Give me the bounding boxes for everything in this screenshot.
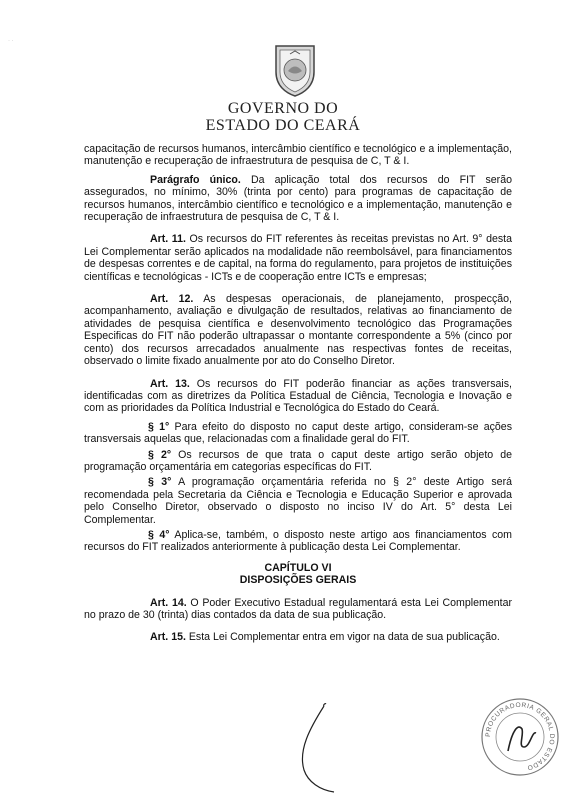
handwritten-signature [290, 700, 410, 796]
section-text: Para efeito do disposto no caput deste artigo, consideram-se ações transversais aquelas que, relacionadas com a finalidade geral do FIT. [84, 420, 512, 446]
header-line-1: GOVERNO DO [227, 100, 339, 117]
article [84, 293, 512, 367]
paragraph-text: capacitação de recursos humanos, intercâmbio científico e tecnológico e a implementação, manutenção e recuperação de infraestrutura de pesquisa de C, T & I. [84, 143, 512, 168]
section [84, 529, 512, 554]
article-label: Art. 11. [150, 233, 186, 246]
paragraph-label: Parágrafo único. [150, 173, 241, 186]
article-text: As despesas operacionais, de planejamento, prospecção, acompanhamento, avaliação e divulgação de resultados, relativas ao financiamento de atividades de pesquisa científica e desenvolvimento tecnológico das Programações Especificas do FIT não poderão ultrapassar o montante correspondente a 5% (cinco por cento) dos recursos arrecadados anualmente nas respectivas fontes de receitas, observado o limite fixado anualmente por ato do Conselho Diretor. [84, 293, 512, 368]
section-label: § 1° [148, 420, 170, 433]
state-coat-of-arms-icon [270, 42, 320, 98]
article [84, 597, 512, 622]
article [84, 378, 512, 415]
paragraph-text: Da aplicação total dos recursos do FIT serão assegurados, no mínimo, 30% (trinta por cento) para programas de capacitação de recursos humanos, intercâmbio científico e tecnológico e a implementação, manutenção e recuperação de infraestrutura de pesquisa de C, T & I. [84, 173, 512, 224]
article-text: O Poder Executivo Estadual regulamentará esta Lei Complementar no prazo de 30 (trinta) dias contados da data de sua publicação. [84, 596, 512, 621]
section-label: § 2° [148, 448, 172, 461]
section-text: Os recursos de que trata o caput deste artigo serão objeto de programação orçamentária em categorias específicas do FIT. [84, 448, 512, 473]
article-text: Esta Lei Complementar entra em vigor na data de sua publicação. [185, 631, 500, 644]
article-label: Art. 12. [150, 293, 194, 306]
section [84, 421, 512, 446]
section-label: § 3° [148, 476, 172, 489]
chapter-heading [84, 562, 512, 587]
article [84, 631, 512, 643]
official-seal-stamp [478, 695, 562, 779]
article [84, 233, 512, 283]
section-text: A programação orçamentária referida no § 2° deste Artigo será recomendada pela Secretaria da Ciência e Tecnologia e Educação Superior e aprovada pelo Conselho Diretor, observado o disposto no inciso IV do Art. 5° desta Lei Complementar. [84, 476, 512, 526]
article-text: Os recursos do FIT poderão financiar as ações transversais, identificadas com as diretrizes da Política Estadual de Ciência, Tecnologia e Inovação e com as prioridades da Política Industrial e Tecnológica do Estado do Ceará. [84, 377, 512, 415]
scan-mark: · · [8, 38, 14, 44]
section [84, 476, 512, 526]
stamp-text: PROCURADORIA GERAL DO ESTADO [484, 701, 556, 772]
article-label: Art. 14. [150, 596, 187, 609]
section [84, 449, 512, 474]
article-label: Art. 13. [150, 377, 190, 390]
article-label: Art. 15. [150, 631, 186, 644]
paragraph [84, 143, 512, 168]
document-body [84, 143, 512, 650]
section-label: § 4° [148, 528, 170, 541]
section-text: Aplica-se, também, o disposto neste artigo aos financiamentos com recursos do FIT realizados anteriormente à publicação desta Lei Complementar. [84, 528, 512, 554]
header-line-2: ESTADO DO CEARÁ [205, 117, 361, 134]
chapter-number: CAPÍTULO VI [264, 561, 332, 574]
chapter-title: DISPOSIÇÕES GERAIS [239, 574, 357, 587]
paragraph [84, 174, 512, 224]
article-text: Os recursos do FIT referentes às receitas previstas no Art. 9° desta Lei Complementar serão aplicados na modalidade não reembolsável, para financiamentos de despesas correntes e de capital, na forma do regulamento, para projetos de instituições científicas e tecnológicas - ICTs e de cooperação entre ICTs e empresas; [84, 233, 512, 283]
